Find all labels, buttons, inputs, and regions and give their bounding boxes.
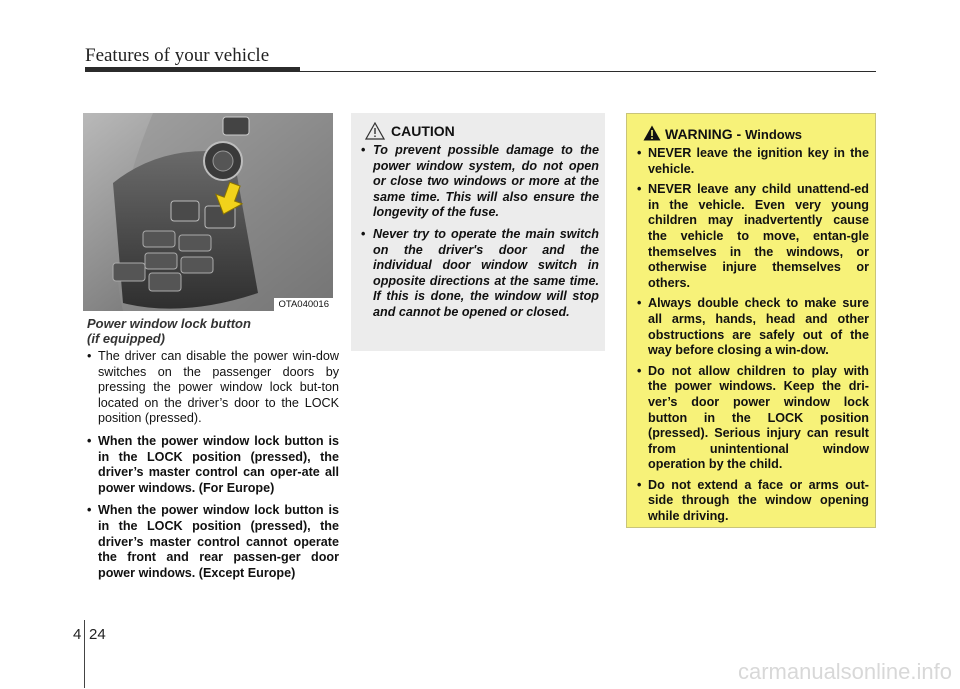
page-divider xyxy=(84,620,85,688)
warning-item: • Do not extend a face or arms out-side through the window opening while driving. xyxy=(637,478,869,525)
description-list xyxy=(87,349,339,588)
power-window-lock-photo xyxy=(83,113,333,311)
warning-label: WARNING - xyxy=(665,126,746,142)
caution-list xyxy=(361,143,599,327)
warning-box xyxy=(626,113,876,528)
caution-title: CAUTION xyxy=(391,123,455,139)
caution-triangle-icon xyxy=(365,122,385,140)
caution-item: • Never try to operate the main switch on the driver's door and the individual door window switch in opposite directions at the same time. If this is done, the window will stop and cannot be opened or closed. xyxy=(361,227,599,321)
door-panel-illustration xyxy=(83,113,333,311)
warning-subject: Windows xyxy=(745,127,803,142)
caption-note: (if equipped) xyxy=(87,331,165,346)
warning-item: • NEVER leave the ignition key in the vehicle. xyxy=(637,146,869,177)
section-number: 4 xyxy=(73,626,82,643)
caption-title: Power window lock button xyxy=(87,316,251,331)
page-number: 24 xyxy=(89,626,106,643)
watermark: carmanualsonline.info xyxy=(737,659,952,684)
section-caption xyxy=(87,316,337,346)
caution-box xyxy=(351,113,605,351)
photo-code: OTA040016 xyxy=(274,298,333,311)
caution-item: • To prevent possible damage to the power window system, do not open or close two windows or more at the same time. This will also ensure the longevity of the fuse. xyxy=(361,143,599,221)
header-rule xyxy=(85,71,876,72)
warning-item: • Do not allow children to play with the power windows. Keep the dri-ver’s door power window lock button in the LOCK position (pressed). Serious injury can result from unintentional window operation by the child. xyxy=(637,364,869,473)
header-title: Features of your vehicle xyxy=(85,45,270,66)
warning-item: • NEVER leave any child unattend-ed in the vehicle. Even very young children may inadvertently cause the vehicle to move, entan-gle themselves in the windows, or otherwise injure themselves or others. xyxy=(637,182,869,291)
warning-title xyxy=(665,126,802,142)
list-item: • When the power window lock button is in the LOCK position (pressed), the driver’s master control can oper-ate all power windows. (For Europe) xyxy=(87,434,339,496)
list-item: • When the power window lock button is in the LOCK position (pressed), the driver’s master control cannot operate the front and rear passen-ger door power windows. (Except Europe) xyxy=(87,503,339,581)
warning-triangle-icon xyxy=(643,125,661,141)
warning-item: • Always double check to make sure all arms, hands, head and other obstructions are safely out of the way before closing a win-dow. xyxy=(637,296,869,358)
warning-list xyxy=(637,146,869,530)
list-item: • The driver can disable the power win-dow switches on the passenger doors by pressing the power window lock but-ton located on the driver’s door to the LOCK position (pressed). xyxy=(87,349,339,427)
